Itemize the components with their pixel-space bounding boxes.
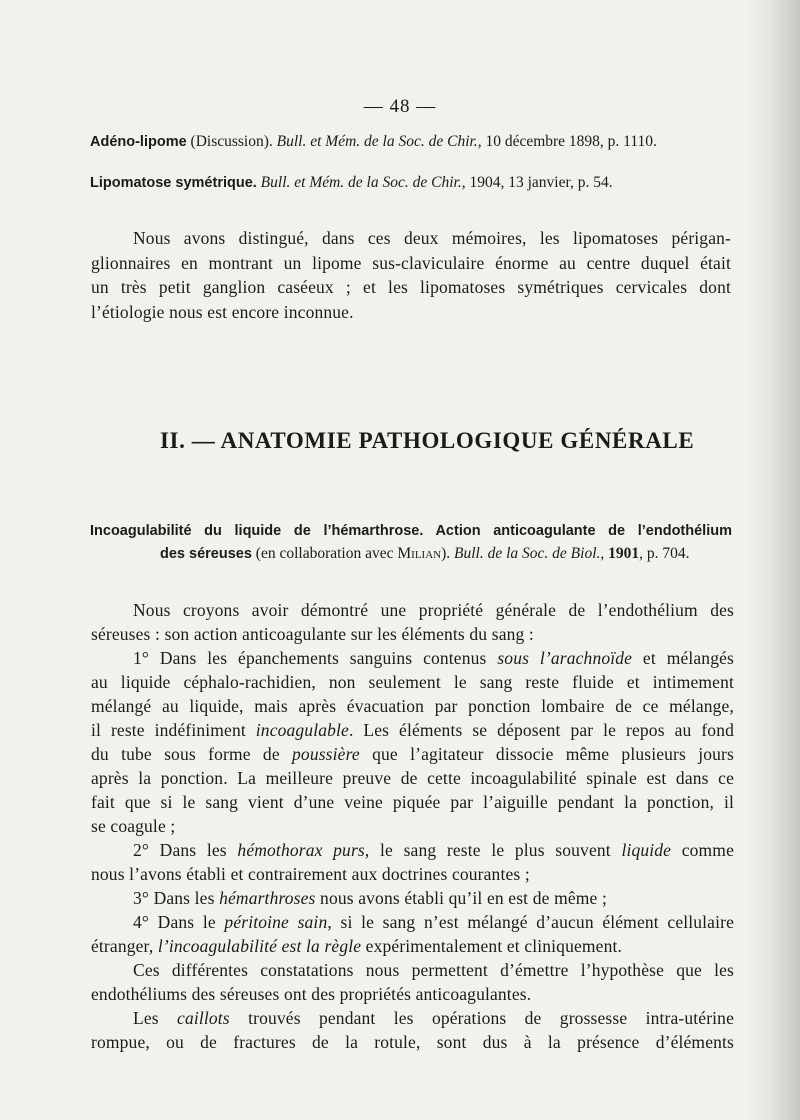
body-text: 1° Dans les épanchements sanguins contenus: [133, 648, 498, 668]
reference-incoagulabilite-line2: [160, 545, 690, 563]
reference-title: Incoagulabilité du liquide de l’hémarthrose. Action anticoagulante de l’endothélium: [90, 523, 732, 539]
body-line: [91, 720, 734, 741]
body-line: [91, 936, 622, 957]
body-text: il reste indéfiniment: [91, 720, 256, 740]
paragraph-line: l’étiologie nous est encore inconnue.: [91, 302, 354, 322]
body-italic: incoagulable: [255, 720, 349, 740]
body-line: mélangé au liquide, mais après évacuation par ponction lombaire de ce mélange,: [91, 696, 734, 716]
body-italic: poussière: [292, 744, 360, 764]
reference-date: , 10 décembre 1898, p. 1110.: [477, 133, 657, 150]
body-text: nous avons établi qu’il en est de même ;: [315, 888, 607, 908]
body-line: endothéliums des séreuses ont des propriétés anticoagulantes.: [91, 984, 532, 1004]
reference-collaboration: (en collaboration avec: [251, 545, 398, 562]
body-text: que l’agitateur dissocie même plusieurs jours: [359, 744, 734, 764]
body-line: [133, 648, 734, 669]
reference-title: Lipomatose symétrique.: [90, 175, 257, 191]
body-italic: l’incoagulabilité est la règle: [157, 936, 362, 956]
body-text: 4° Dans le: [133, 912, 225, 932]
body-text: du tube sous forme de: [91, 744, 293, 764]
body-italic: péritoine sain: [224, 912, 328, 932]
reference-note: (Discussion).: [186, 133, 277, 150]
reference-title: des séreuses: [160, 546, 252, 562]
body-text: étranger,: [91, 936, 158, 956]
body-text: et mélangés: [632, 648, 734, 668]
body-text: 2° Dans les: [133, 840, 238, 860]
reference-journal: Bull. de la Soc. de Biol.: [454, 545, 601, 562]
reference-adeno-lipome: [90, 133, 657, 151]
body-italic: hémothorax purs: [237, 840, 365, 860]
body-text: Les: [133, 1008, 178, 1028]
reference-journal: Bull. et Mém. de la Soc. de Chir.: [256, 174, 462, 191]
body-line: Ces différentes constatations nous permettent d’émettre l’hypothèse que les: [133, 960, 734, 980]
body-line: rompue, ou de fractures de la rotule, sont dus à la présence d’éléments: [91, 1032, 734, 1052]
paragraph-line: un très petit ganglion caséeux ; et les lipomatoses symétriques cervicales dont: [91, 277, 731, 297]
body-text: comme: [671, 840, 734, 860]
paragraph-line: Nous avons distingué, dans ces deux mémoires, les lipomatoses périgan-: [133, 228, 731, 248]
body-line: Nous croyons avoir démontré une propriété générale de l’endothélium des: [133, 600, 734, 620]
reference-lipomatose: [90, 174, 613, 192]
body-line: [91, 744, 734, 765]
body-line: fait que si le sang vient d’une veine piquée par l’aiguille pendant la ponction, il: [91, 792, 734, 812]
body-line: [133, 840, 734, 861]
reference-date: , 1904, 13 janvier, p. 54.: [461, 174, 613, 191]
body-line: [133, 888, 607, 909]
page-edge-shadow: [745, 0, 800, 1120]
body-line: après la ponction. La meilleure preuve de cette incoagulabilité spinale est dans ce: [91, 768, 734, 788]
body-italic: hémarthroses: [219, 888, 316, 908]
reference-incoagulabilite-line1: [90, 522, 732, 540]
reference-page: , p. 704.: [639, 545, 690, 562]
reference-close: ).: [441, 545, 455, 562]
page-number: — 48 —: [363, 96, 437, 117]
body-line: se coagule ;: [91, 816, 176, 836]
body-line: nous l’avons établi et contrairement aux doctrines courantes ;: [91, 864, 530, 884]
body-line: [133, 1008, 734, 1029]
body-line: séreuses : son action anticoagulante sur les éléments du sang :: [91, 624, 534, 644]
reference-year: 1901: [608, 545, 640, 562]
reference-comma: ,: [600, 545, 609, 562]
body-text: . Les éléments se déposent par le repos au fond: [348, 720, 734, 740]
body-text: , le sang reste le plus souvent: [364, 840, 622, 860]
body-line: au liquide céphalo-rachidien, non seulement le sang reste fluide et intimement: [91, 672, 734, 692]
reference-journal: Bull. et Mém. de la Soc. de Chir.: [276, 133, 478, 150]
body-text: , si le sang n’est mélangé d’aucun élément cellulaire: [327, 912, 734, 932]
reference-author: Milian: [397, 545, 442, 562]
body-text: trouvés pendant les opérations de grossesse intra-utérine: [229, 1008, 734, 1028]
paragraph-line: glionnaires en montrant un lipome sus-claviculaire énorme au centre duquel était: [91, 253, 731, 273]
body-text: 3° Dans les: [133, 888, 220, 908]
body-italic: liquide: [621, 840, 672, 860]
body-italic: caillots: [177, 1008, 230, 1028]
body-line: [133, 912, 734, 933]
body-italic: sous l’arachnoïde: [497, 648, 633, 668]
body-text: expérimentalement et cliniquement.: [361, 936, 623, 956]
section-heading: II. — ANATOMIE PATHOLOGIQUE GÉNÉRALE: [160, 428, 695, 453]
reference-title: Adéno-lipome: [90, 134, 187, 150]
